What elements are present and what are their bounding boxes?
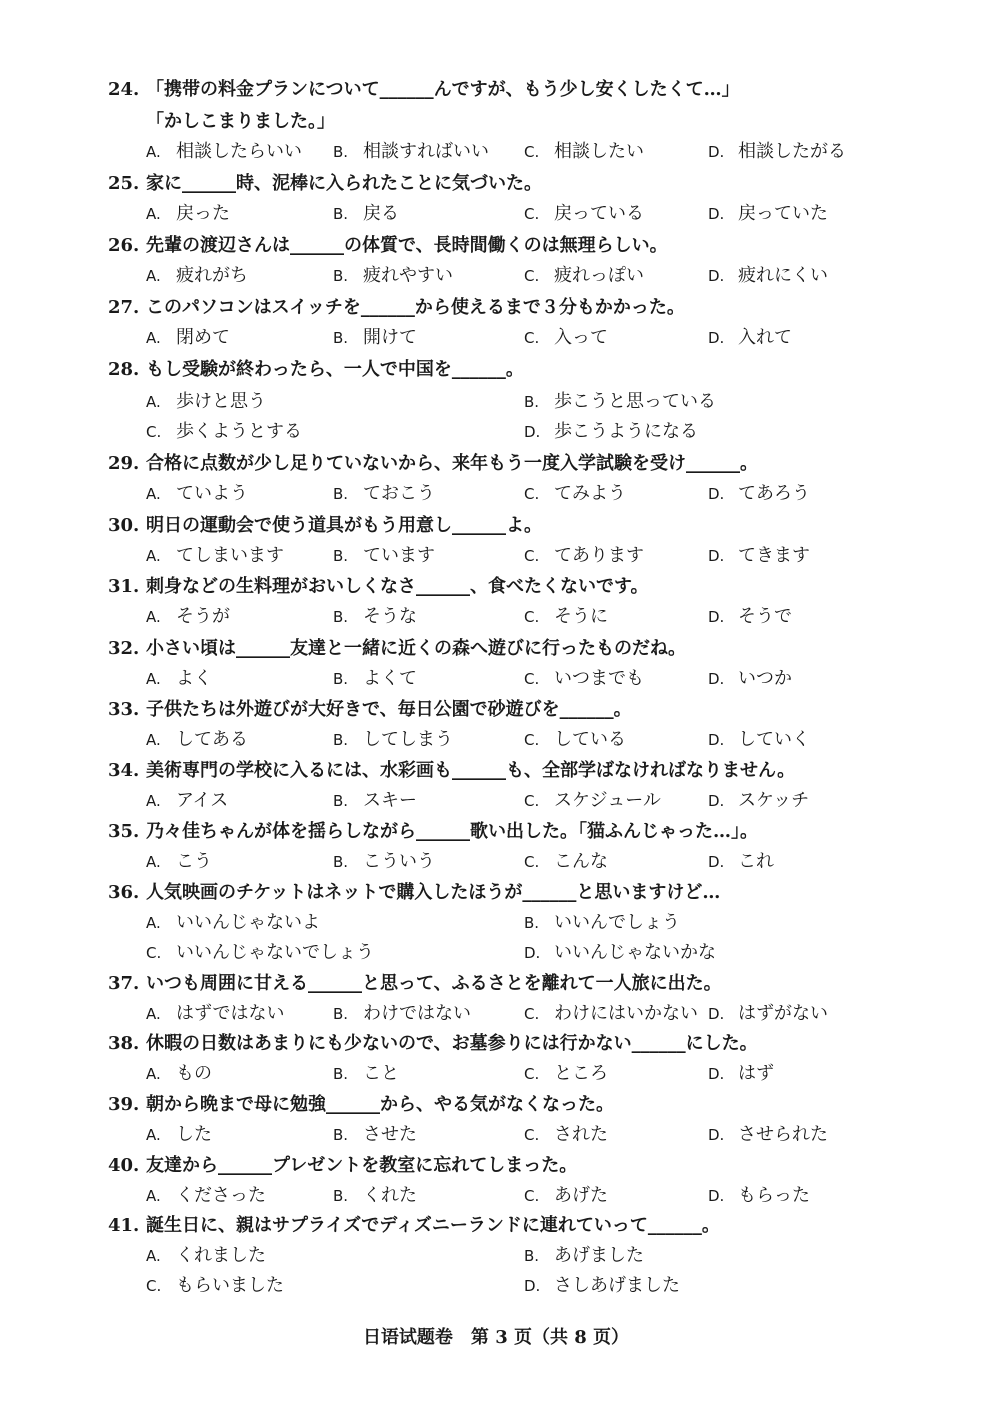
option-text: している bbox=[554, 729, 626, 750]
question-number: 32. bbox=[108, 638, 140, 659]
question-28 bbox=[108, 358, 524, 382]
option-text: 歩けと思う bbox=[176, 391, 266, 412]
option bbox=[333, 728, 453, 752]
option bbox=[524, 1274, 680, 1298]
option bbox=[146, 264, 248, 288]
option-text: 疲れがち bbox=[176, 265, 248, 286]
option bbox=[708, 789, 809, 813]
option-text: 歩くようとする bbox=[176, 421, 302, 442]
option-text: させられた bbox=[738, 1124, 828, 1145]
option-text: 入って bbox=[554, 327, 608, 348]
option bbox=[524, 544, 644, 568]
question-text: 人気映画のチケットはネットで購入したほうが______と思いますけど… bbox=[146, 882, 721, 903]
option-letter: D. bbox=[708, 1005, 725, 1023]
question-33 bbox=[108, 698, 632, 722]
option bbox=[146, 1062, 212, 1086]
option-text: てあります bbox=[554, 545, 644, 566]
option bbox=[333, 1123, 417, 1147]
option-letter: A. bbox=[146, 205, 161, 223]
option bbox=[708, 1002, 828, 1026]
question-text: 家に______時、泥棒に入られたことに気づいた。 bbox=[146, 173, 542, 194]
option-letter: C. bbox=[524, 1187, 540, 1205]
option-letter: C. bbox=[524, 547, 540, 565]
option-letter: C. bbox=[524, 731, 540, 749]
option-text: これ bbox=[738, 851, 774, 872]
option bbox=[333, 1002, 471, 1026]
question-number: 31. bbox=[108, 576, 140, 597]
option bbox=[524, 941, 716, 965]
question-number: 27. bbox=[108, 297, 140, 318]
option-text: 戻った bbox=[176, 203, 230, 224]
option-letter: D. bbox=[708, 485, 725, 503]
option-text: くれました bbox=[176, 1245, 266, 1266]
option-letter: A. bbox=[146, 143, 161, 161]
option-text: わけにはいかない bbox=[554, 1003, 698, 1024]
option-letter: A. bbox=[146, 329, 161, 347]
option-text: された bbox=[554, 1124, 608, 1145]
option-letter: D. bbox=[708, 547, 725, 565]
option-letter: A. bbox=[146, 853, 161, 871]
option-letter: A. bbox=[146, 914, 161, 932]
option bbox=[146, 1244, 266, 1268]
option-text: してしまう bbox=[363, 729, 453, 750]
option bbox=[333, 264, 453, 288]
option bbox=[708, 850, 774, 874]
option-text: もの bbox=[176, 1063, 212, 1084]
option-text: いいんじゃないでしょう bbox=[176, 942, 374, 963]
option-text: そうな bbox=[363, 606, 417, 627]
question-number: 37. bbox=[108, 973, 140, 994]
question-text: 小さい頃は______友達と一緒に近くの森へ遊びに行ったものだね。 bbox=[146, 638, 686, 659]
option-text: 疲れにくい bbox=[738, 265, 828, 286]
option-text: あげました bbox=[554, 1245, 644, 1266]
option-letter: B. bbox=[333, 267, 349, 285]
question-text: 「携带の料金プランについて______んですが、もう少し安くしたくて…」 bbox=[146, 79, 740, 100]
option-text: はずがない bbox=[738, 1003, 828, 1024]
option-letter: C. bbox=[524, 1005, 540, 1023]
question-number: 30. bbox=[108, 515, 140, 536]
option-text: 相談したらいい bbox=[176, 141, 302, 162]
option bbox=[708, 482, 810, 506]
question-number: 26. bbox=[108, 235, 140, 256]
option-text: 疲れっぽい bbox=[554, 265, 644, 286]
option-text: わけではない bbox=[363, 1003, 471, 1024]
question-text: 美術専門の学校に入るには、水彩画も______も、全部学ばなければなりません。 bbox=[146, 760, 796, 781]
option bbox=[333, 202, 399, 226]
option-text: スケジュール bbox=[554, 790, 661, 811]
option bbox=[524, 789, 661, 813]
option-letter: B. bbox=[524, 914, 540, 932]
question-37 bbox=[108, 972, 722, 996]
option-text: ていよう bbox=[176, 483, 248, 504]
option-letter: B. bbox=[333, 670, 349, 688]
option-text: ています bbox=[363, 545, 435, 566]
option-letter: D. bbox=[708, 670, 725, 688]
option-text: てみよう bbox=[554, 483, 626, 504]
option-letter: B. bbox=[333, 329, 349, 347]
option bbox=[708, 202, 828, 226]
question-number: 25. bbox=[108, 173, 140, 194]
option bbox=[146, 1274, 284, 1298]
option-text: くださった bbox=[176, 1185, 266, 1206]
option-text: こう bbox=[176, 851, 212, 872]
option-text: こんな bbox=[554, 851, 608, 872]
option-text: 戻る bbox=[363, 203, 399, 224]
option-letter: A. bbox=[146, 1187, 161, 1205]
option-letter: D. bbox=[708, 608, 725, 626]
question-text: 朝から晩まで母に勉強______から、やる気がなくなった。 bbox=[146, 1094, 614, 1115]
option-letter: C. bbox=[524, 608, 540, 626]
question-number: 28. bbox=[108, 359, 140, 380]
option bbox=[146, 1184, 266, 1208]
question-34 bbox=[108, 759, 795, 783]
option-text: そうが bbox=[176, 606, 230, 627]
option bbox=[524, 482, 626, 506]
question-text: 刺身などの生料理がおいしくなさ______、食べたくないです。 bbox=[146, 576, 649, 597]
page-footer: 日语试题卷 第 3 页（共 8 页） bbox=[362, 1327, 630, 1348]
option-text: てあろう bbox=[738, 483, 810, 504]
option bbox=[146, 605, 230, 629]
option-letter: A. bbox=[146, 670, 161, 688]
option-letter: D. bbox=[708, 792, 725, 810]
option-letter: B. bbox=[524, 1247, 540, 1265]
option-letter: B. bbox=[333, 1005, 349, 1023]
option-letter: D. bbox=[708, 1126, 725, 1144]
option-text: スケッチ bbox=[738, 790, 810, 811]
question-35 bbox=[108, 820, 758, 844]
option-letter: B. bbox=[333, 1065, 349, 1083]
option bbox=[146, 140, 302, 164]
option-text: 疲れやすい bbox=[363, 265, 453, 286]
question-number: 38. bbox=[108, 1033, 140, 1054]
option bbox=[524, 202, 644, 226]
option-letter: D. bbox=[524, 423, 541, 441]
option-text: いいんじゃないかな bbox=[554, 942, 716, 963]
question-36 bbox=[108, 881, 720, 905]
option-text: してある bbox=[176, 729, 248, 750]
question-text: 休暇の日数はあまりにも少ないので、お墓参りには行かない______にした。 bbox=[146, 1033, 758, 1054]
option bbox=[146, 911, 320, 935]
option-letter: C. bbox=[524, 670, 540, 688]
question-text: 子供たちは外遊びが大好きで、毎日公園で砂遊びを______。 bbox=[146, 699, 632, 720]
question-25 bbox=[108, 172, 542, 196]
question-number: 36. bbox=[108, 882, 140, 903]
option-letter: C. bbox=[524, 1126, 540, 1144]
option-letter: A. bbox=[146, 792, 161, 810]
option-text: 歩こうと思っている bbox=[554, 391, 716, 412]
option bbox=[333, 605, 417, 629]
option-letter: D. bbox=[708, 1065, 725, 1083]
option-text: よくて bbox=[363, 668, 417, 689]
option-letter: C. bbox=[524, 267, 540, 285]
question-text: 合格に点数が少し足りていないから、来年もう一度入学試験を受け______。 bbox=[146, 453, 758, 474]
option-letter: A. bbox=[146, 1065, 161, 1083]
option-letter: B. bbox=[333, 731, 349, 749]
option-letter: D. bbox=[708, 205, 725, 223]
question-32 bbox=[108, 637, 686, 661]
option bbox=[146, 1002, 285, 1026]
option-letter: D. bbox=[708, 1187, 725, 1205]
option-text: いつまでも bbox=[554, 668, 644, 689]
question-41 bbox=[108, 1214, 720, 1238]
question-text: 誕生日に、親はサプライズでディズニーランドに連れていって______。 bbox=[146, 1215, 720, 1236]
option-text: そうに bbox=[554, 606, 608, 627]
option-letter: C. bbox=[524, 205, 540, 223]
option-letter: B. bbox=[333, 608, 349, 626]
option-letter: A. bbox=[146, 393, 161, 411]
option bbox=[333, 1062, 399, 1086]
option bbox=[524, 1062, 608, 1086]
option-text: アイス bbox=[176, 790, 229, 811]
question-number: 41. bbox=[108, 1215, 140, 1236]
option bbox=[708, 326, 792, 350]
option bbox=[708, 728, 810, 752]
option bbox=[708, 544, 810, 568]
option-letter: C. bbox=[524, 485, 540, 503]
question-text: 明日の運動会で使う道具がもう用意し______よ。 bbox=[146, 515, 542, 536]
option bbox=[146, 326, 230, 350]
option bbox=[333, 482, 435, 506]
option-letter: B. bbox=[333, 853, 349, 871]
option bbox=[524, 390, 716, 414]
option-letter: A. bbox=[146, 547, 161, 565]
question-text: いつも周囲に甘える______と思って、ふるさとを離れて一人旅に出た。 bbox=[146, 973, 722, 994]
option-letter: C. bbox=[524, 143, 540, 161]
option-text: もらいました bbox=[176, 1275, 284, 1296]
option bbox=[146, 390, 266, 414]
option bbox=[524, 326, 608, 350]
option-text: あげた bbox=[554, 1185, 608, 1206]
option-text: いつか bbox=[738, 668, 792, 689]
option-letter: B. bbox=[333, 485, 349, 503]
option-text: 相談したい bbox=[554, 141, 644, 162]
option bbox=[333, 326, 417, 350]
option-text: した bbox=[176, 1124, 212, 1145]
option-text: そうで bbox=[738, 606, 792, 627]
option bbox=[333, 1184, 417, 1208]
question-number: 33. bbox=[108, 699, 140, 720]
option-letter: D. bbox=[708, 143, 725, 161]
option-letter: C. bbox=[524, 853, 540, 871]
option bbox=[708, 264, 828, 288]
option-letter: B. bbox=[524, 393, 540, 411]
question-text: 乃々佳ちゃんが体を揺らしながら______歌い出した。「猫ふんじゃった…」。 bbox=[146, 821, 758, 842]
question-27 bbox=[108, 296, 685, 320]
option-text: はず bbox=[738, 1063, 774, 1084]
option bbox=[333, 789, 417, 813]
question-number: 29. bbox=[108, 453, 140, 474]
option bbox=[524, 140, 644, 164]
option-letter: A. bbox=[146, 731, 161, 749]
option bbox=[333, 850, 435, 874]
question-38 bbox=[108, 1032, 758, 1056]
option-text: こと bbox=[363, 1063, 399, 1084]
question-30 bbox=[108, 514, 542, 538]
option-text: てしまいます bbox=[176, 545, 284, 566]
option-letter: A. bbox=[146, 485, 161, 503]
option-text: スキー bbox=[363, 790, 417, 811]
option bbox=[333, 140, 489, 164]
option-text: さしあげました bbox=[554, 1275, 680, 1296]
option bbox=[146, 667, 212, 691]
option-text: 戻っていた bbox=[738, 203, 828, 224]
option-text: くれた bbox=[363, 1185, 417, 1206]
option bbox=[708, 1184, 810, 1208]
option bbox=[524, 1244, 644, 1268]
option bbox=[146, 941, 374, 965]
option-letter: B. bbox=[333, 792, 349, 810]
option bbox=[146, 202, 230, 226]
option-text: 開けて bbox=[363, 327, 417, 348]
option bbox=[708, 1123, 828, 1147]
option bbox=[524, 728, 626, 752]
question-26 bbox=[108, 234, 668, 258]
option-letter: B. bbox=[333, 1187, 349, 1205]
option-letter: B. bbox=[333, 1126, 349, 1144]
option-text: はずではない bbox=[176, 1003, 285, 1024]
option-text: 戻っている bbox=[554, 203, 644, 224]
option bbox=[146, 482, 248, 506]
option-text: 入れて bbox=[738, 327, 792, 348]
option-letter: A. bbox=[146, 608, 161, 626]
option-letter: C. bbox=[146, 423, 162, 441]
option-text: 歩こうようになる bbox=[554, 421, 698, 442]
option bbox=[146, 850, 212, 874]
option-text: ところ bbox=[554, 1063, 608, 1084]
option-letter: A. bbox=[146, 1126, 161, 1144]
option bbox=[708, 667, 792, 691]
option bbox=[524, 1184, 608, 1208]
option-letter: D. bbox=[524, 944, 541, 962]
option bbox=[333, 544, 435, 568]
option bbox=[524, 420, 698, 444]
option bbox=[524, 911, 680, 935]
option-letter: B. bbox=[333, 547, 349, 565]
question-number: 40. bbox=[108, 1155, 140, 1176]
option-text: こういう bbox=[363, 851, 435, 872]
option-text: もらった bbox=[738, 1185, 810, 1206]
option-text: させた bbox=[363, 1124, 417, 1145]
question-number: 35. bbox=[108, 821, 140, 842]
option-letter: D. bbox=[708, 731, 725, 749]
option-text: いいんでしょう bbox=[554, 912, 680, 933]
option bbox=[146, 1123, 212, 1147]
option bbox=[524, 1002, 698, 1026]
option-letter: C. bbox=[146, 944, 162, 962]
option bbox=[524, 667, 644, 691]
option-letter: D. bbox=[524, 1277, 541, 1295]
option-text: てきます bbox=[738, 545, 810, 566]
option-text: していく bbox=[738, 729, 810, 750]
option-letter: B. bbox=[333, 143, 349, 161]
question-number: 24. bbox=[108, 79, 140, 100]
question-number: 39. bbox=[108, 1094, 140, 1115]
option-letter: A. bbox=[146, 1005, 161, 1023]
option bbox=[708, 1062, 774, 1086]
question-text: もし受験が終わったら、一人で中国を______。 bbox=[146, 359, 524, 380]
question-40 bbox=[108, 1154, 577, 1178]
option bbox=[146, 544, 284, 568]
question-31 bbox=[108, 575, 649, 599]
question-number: 34. bbox=[108, 760, 140, 781]
option bbox=[146, 420, 302, 444]
question-text: このパソコンはスイッチを______から使えるまで３分もかかった。 bbox=[146, 297, 685, 318]
option-letter: D. bbox=[708, 267, 725, 285]
option bbox=[146, 728, 248, 752]
question-39 bbox=[108, 1093, 614, 1117]
question-24-reply: 「かしこまりました。」 bbox=[146, 111, 335, 132]
option-letter: C. bbox=[524, 1065, 540, 1083]
option bbox=[708, 605, 792, 629]
option-letter: C. bbox=[524, 792, 540, 810]
option-letter: A. bbox=[146, 1247, 161, 1265]
option-letter: C. bbox=[146, 1277, 162, 1295]
option-letter: D. bbox=[708, 853, 725, 871]
option bbox=[146, 789, 228, 813]
option-letter: B. bbox=[333, 205, 349, 223]
question-text: 友達から______プレゼントを教室に忘れてしまった。 bbox=[146, 1155, 578, 1176]
option bbox=[524, 264, 644, 288]
option bbox=[333, 667, 417, 691]
option-text: いいんじゃないよ bbox=[176, 912, 320, 933]
option-text: 相談すればいい bbox=[363, 141, 489, 162]
option-text: 相談したがる bbox=[738, 141, 846, 162]
option bbox=[524, 850, 608, 874]
question-29 bbox=[108, 452, 758, 476]
option-text: 閉めて bbox=[176, 327, 230, 348]
option bbox=[524, 605, 608, 629]
option-letter: D. bbox=[708, 329, 725, 347]
question-text: 先輩の渡辺さんは______の体質で、長時間働くのは無理らしい。 bbox=[146, 235, 668, 256]
question-24 bbox=[108, 78, 740, 102]
option-text: ておこう bbox=[363, 483, 435, 504]
option-letter: C. bbox=[524, 329, 540, 347]
option-text: よく bbox=[176, 668, 212, 689]
option bbox=[524, 1123, 608, 1147]
option-letter: A. bbox=[146, 267, 161, 285]
option bbox=[708, 140, 846, 164]
